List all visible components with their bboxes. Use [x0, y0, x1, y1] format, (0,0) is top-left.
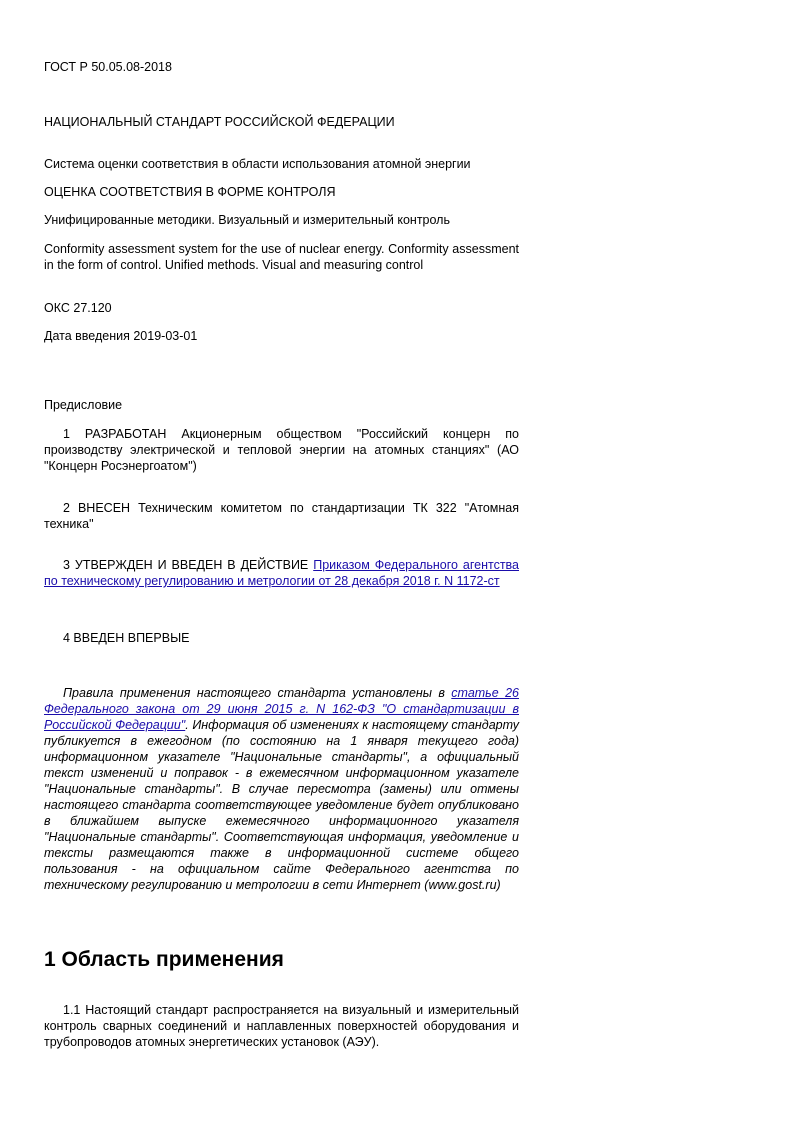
rules-text-before: Правила применения настоящего стандарта установлены в	[63, 686, 452, 700]
intro-date: Дата введения 2019-03-01	[44, 329, 198, 343]
main-title: ОЦЕНКА СООТВЕТСТВИЯ В ФОРМЕ КОНТРОЛЯ	[44, 185, 336, 199]
sub-title: Унифицированные методики. Визуальный и измерительный контроль	[44, 213, 450, 227]
system-title: Система оценки соответствия в области использования атомной энергии	[44, 157, 471, 171]
law-link[interactable]: статье 26 Федерального закона от 29 июня 2015 г. N 162-ФЗ "О стандартизации в Российской Федерации"	[44, 686, 519, 732]
standard-type: НАЦИОНАЛЬНЫЙ СТАНДАРТ РОССИЙСКОЙ ФЕДЕРАЦИИ	[44, 115, 395, 129]
english-title: Conformity assessment system for the use of nuclear energy. Conformity assessment in the form of control. Unified methods. Visual and measuring control	[44, 242, 519, 272]
preface-item-2: 2 ВНЕСЕН Техническим комитетом по стандартизации ТК 322 "Атомная техника"	[44, 501, 519, 531]
preface-item-1: 1 РАЗРАБОТАН Акционерным обществом "Российский концерн по производству электрической и тепловой энергии на атомных станциях" (АО "Концерн Росэнергоатом")	[44, 427, 519, 473]
oks-code: ОКС 27.120	[44, 301, 112, 315]
section-1-paragraph-1: 1.1 Настоящий стандарт распространяется на визуальный и измерительный контроль сварных соединений и наплавленных поверхностей оборудования и трубопроводов атомных энергетических установок (АЭУ).	[44, 1003, 519, 1049]
rules-text-after: . Информация об изменениях к настоящему стандарту публикуется в ежегодном (по состоянию на 1 января текущего года) информационном указателе "Национальные стандарты", а официальный текст изменений и поправок - в ежемесячном информационном указателе "Национальные стандарты". В случае пересмотра (замены) или отмены настоящего стандарта соответствующее уведомление будет опубликовано в ближайшем выпуске ежемесячного информационного указателя "Национальные стандарты". Соответствующая информация, уведомление и тексты размещаются также в информационной системе общего пользования - на официальном сайте Федерального агентства по техническому регулированию и метрологии в сети Интернет (www.gost.ru)	[44, 718, 519, 892]
preface-item-3	[44, 557, 519, 589]
rules-paragraph	[44, 685, 519, 893]
standard-code: ГОСТ Р 50.05.08-2018	[44, 60, 172, 74]
preface-heading: Предисловие	[44, 398, 123, 412]
order-link[interactable]: Приказом Федерального агентства по техническому регулированию и метрологии от 28 декабря 2018 г. N 1172-ст	[44, 558, 520, 588]
section-1-heading: 1 Область применения	[44, 948, 284, 971]
preface-item-3-text: 3 УТВЕРЖДЕН И ВВЕДЕН В ДЕЙСТВИЕ	[63, 558, 314, 572]
preface-item-4: 4 ВВЕДЕН ВПЕРВЫЕ	[63, 631, 190, 645]
